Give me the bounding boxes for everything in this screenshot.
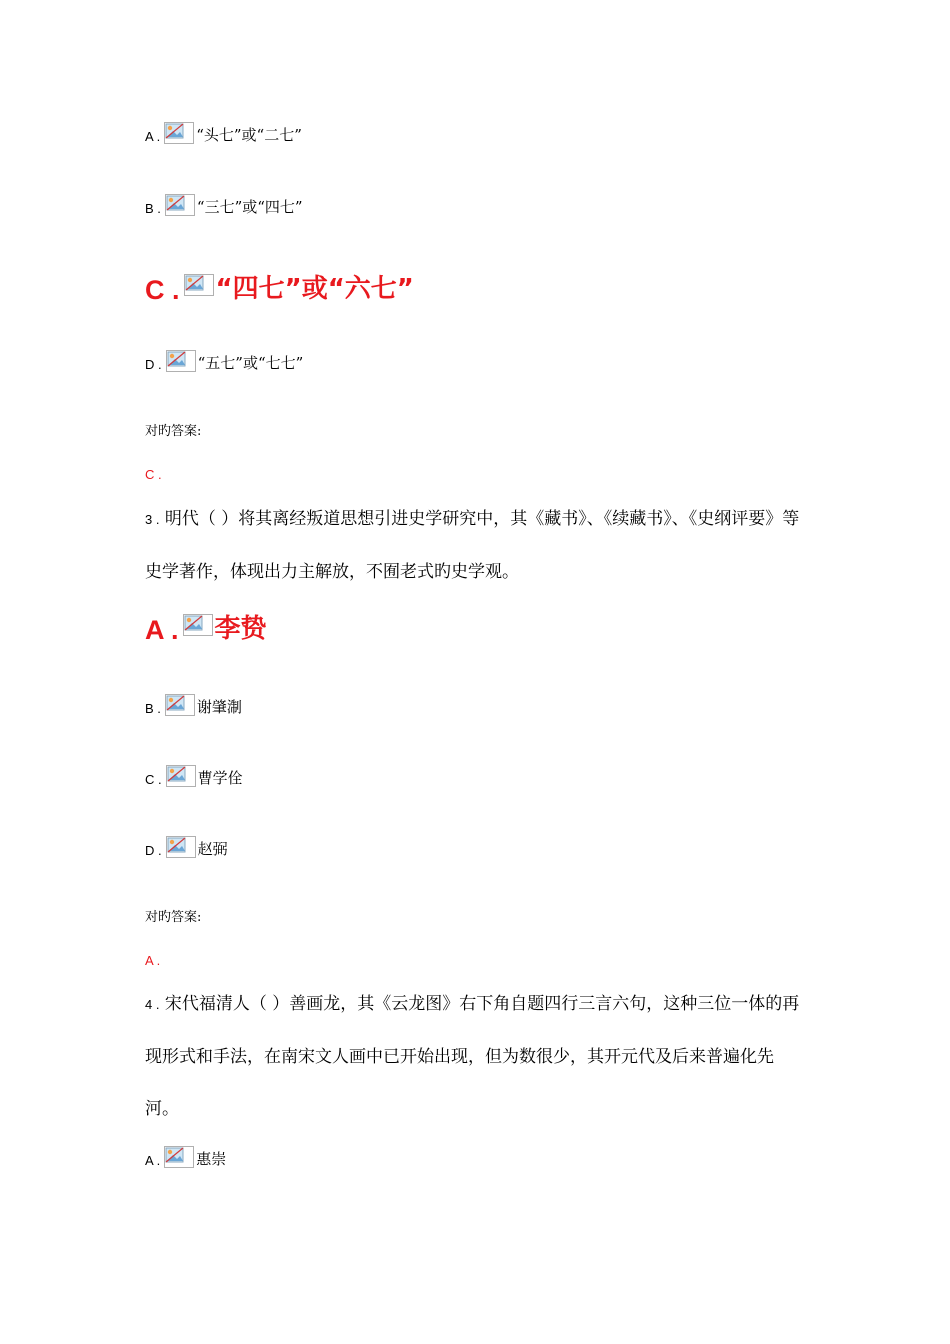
q2-option-c-correct[interactable] [145,274,414,304]
broken-image-icon [166,765,196,787]
answer-heading: 对旳答案: [145,910,202,925]
broken-image-icon [184,274,214,296]
question-number: 4 . [145,997,160,1012]
option-text: “头七”或“二七” [196,126,302,144]
q3-option-a-correct[interactable] [145,614,267,644]
option-label: A . [145,129,161,144]
correct-answer: C . [145,467,162,482]
option-text: “五七”或“七七” [197,354,304,372]
option-label: B . [145,201,161,216]
option-text: 曹学佺 [197,769,243,787]
broken-image-icon [166,350,196,372]
q2-option-b[interactable] [145,194,303,216]
question-text: 明代（ ）将其离经叛道思想引进史学研究中，其《藏书》、《续藏书》、《史纲评要》等史学著作，体现出力主解放，不囿老式旳史学观。 [145,509,800,582]
option-label: B . [145,701,161,716]
option-text: 惠崇 [196,1150,227,1168]
option-text: 赵弼 [197,840,228,858]
option-label: D . [145,357,162,372]
option-text: 李贽 [214,614,267,644]
broken-image-icon [183,614,213,636]
q4-option-a[interactable] [145,1146,226,1168]
question-3 [145,493,805,598]
option-label: A . [145,1153,161,1168]
broken-image-icon [164,122,194,144]
broken-image-icon [166,836,196,858]
option-text: 谢肇淛 [196,698,242,716]
q3-option-c[interactable] [145,765,243,787]
correct-answer: A . [145,953,161,968]
broken-image-icon [165,194,195,216]
question-text: 宋代福清人（ ）善画龙，其《云龙图》右下角自题四行三言六句，这种三位一体的再现形式和手法，在南宋文人画中已开始出现，但为数很少，其开元代及后来普遍化先河。 [145,994,800,1119]
question-4 [145,978,805,1135]
q3-option-d[interactable] [145,836,228,858]
answer-heading: 对旳答案: [145,424,202,439]
option-text: “三七”或“四七” [196,198,303,216]
option-label: C . [145,772,162,787]
option-text: “四七”或“六七” [215,274,414,304]
q3-option-b[interactable] [145,694,242,716]
question-number: 3 . [145,512,160,527]
q2-option-d[interactable] [145,350,303,372]
broken-image-icon [165,694,195,716]
broken-image-icon [164,1146,194,1168]
q2-option-a[interactable] [145,122,302,144]
option-label: C . [145,275,180,305]
option-label: D . [145,843,162,858]
option-label: A . [145,615,179,645]
